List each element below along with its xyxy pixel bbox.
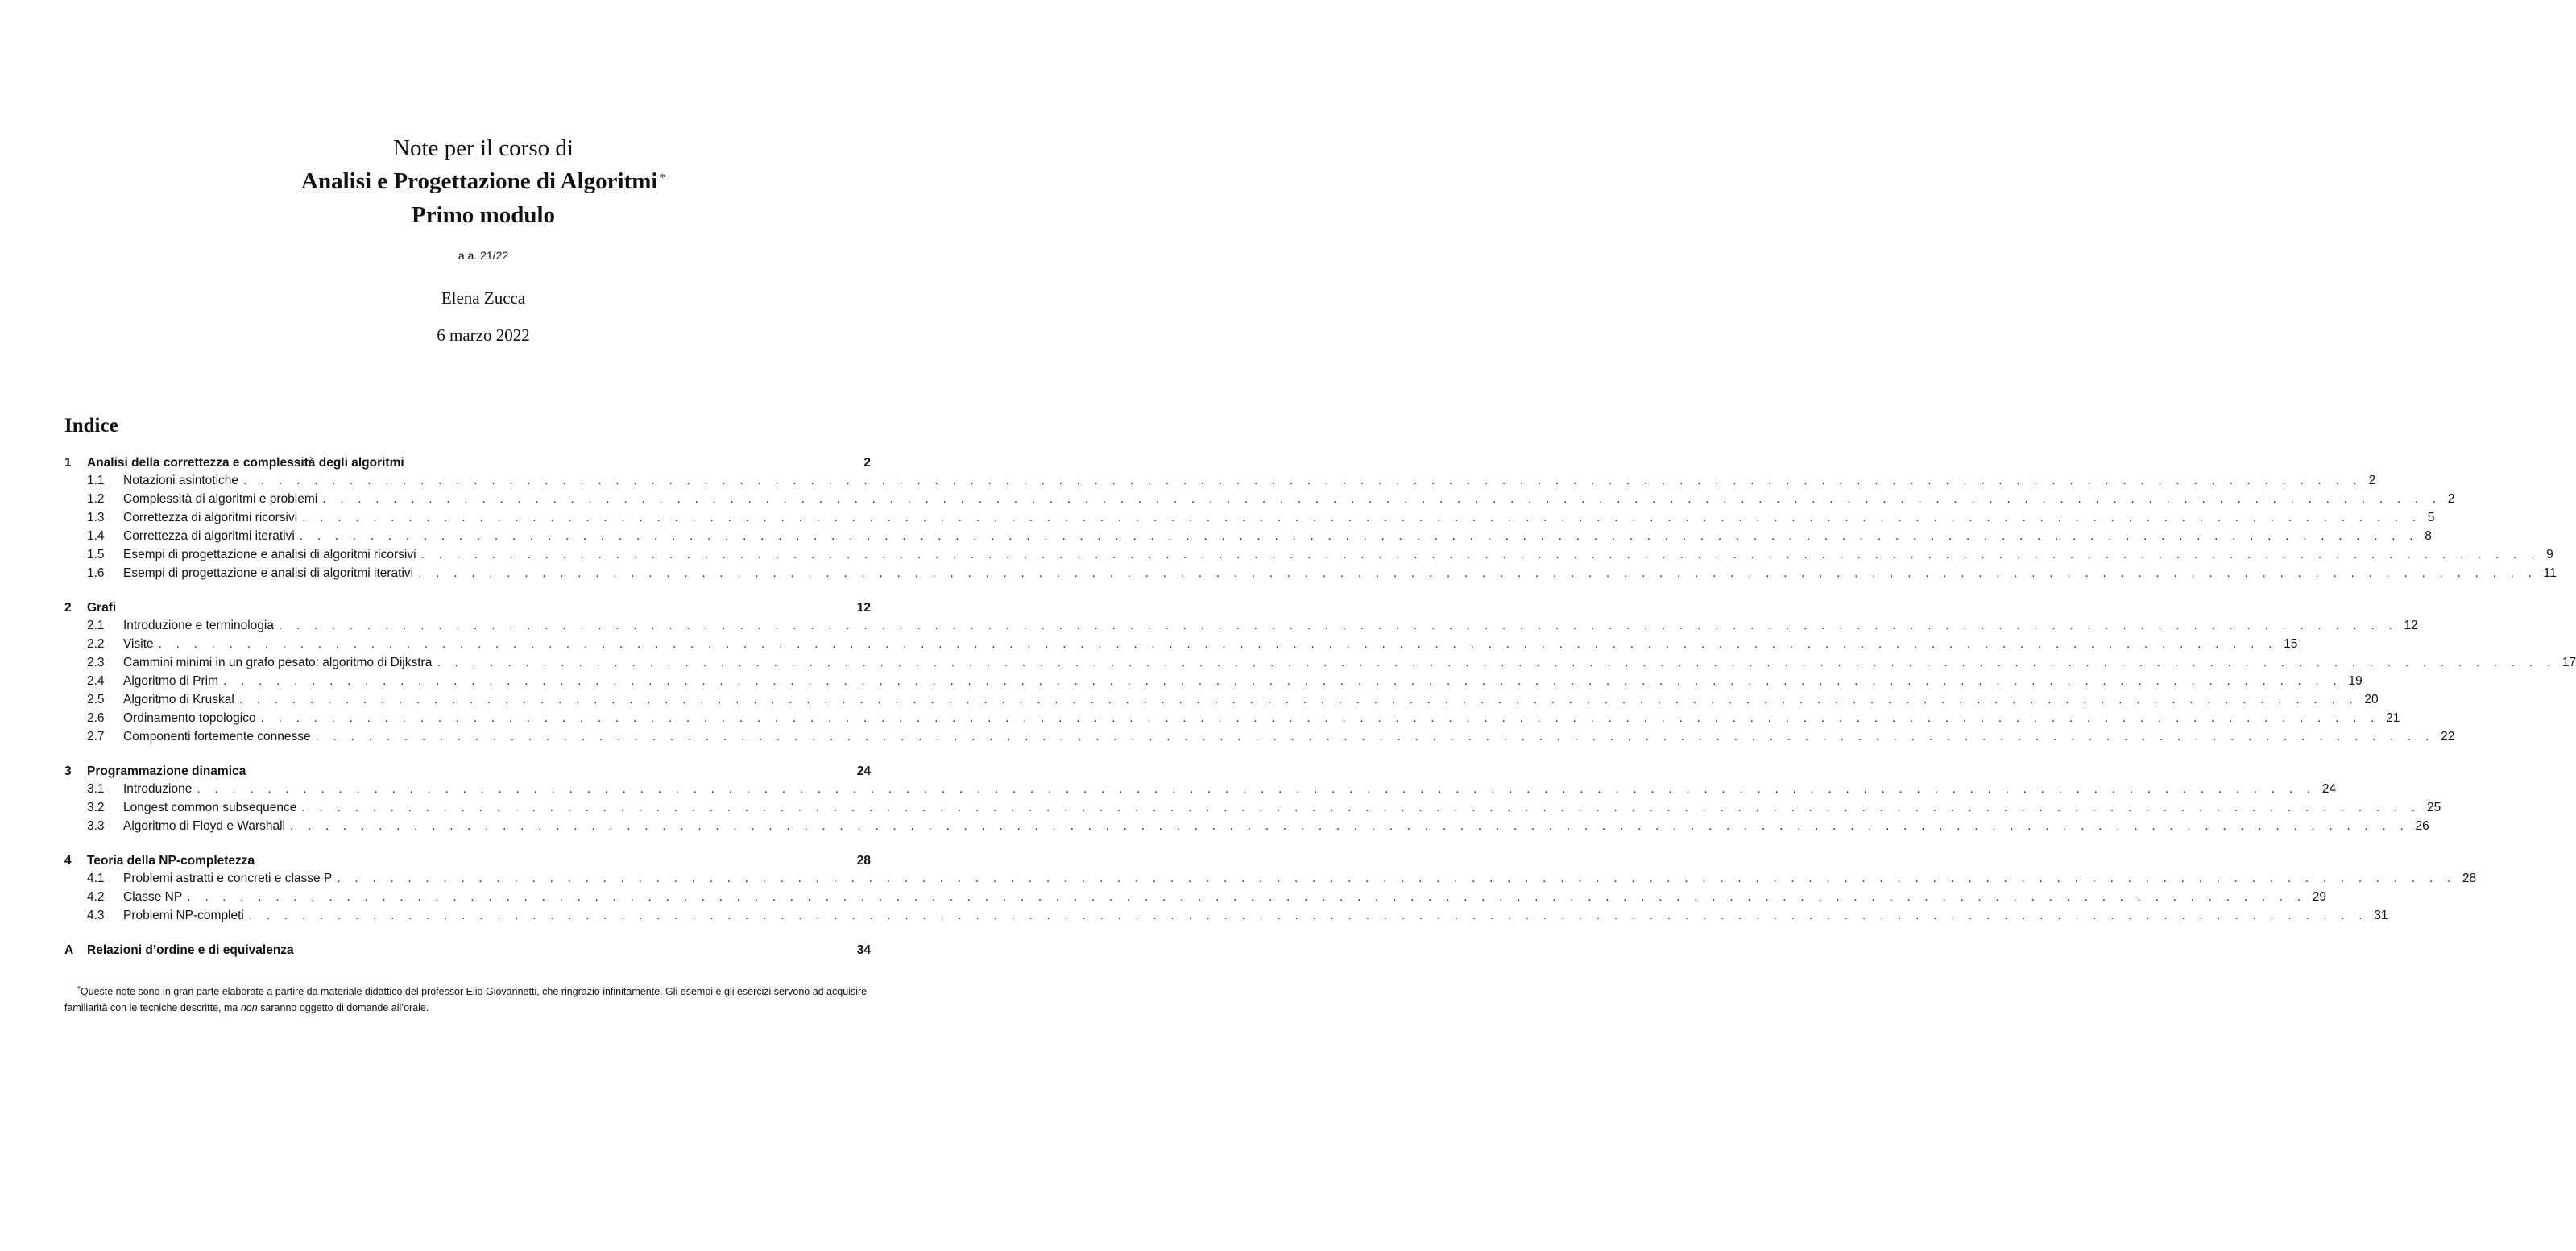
toc-section-number: 4.2 xyxy=(87,890,105,904)
toc-section-row[interactable] xyxy=(64,529,2432,548)
toc-chapter-number: 3 xyxy=(64,764,72,778)
toc-section-page: 2 xyxy=(2368,474,2376,487)
toc-section-row[interactable] xyxy=(64,511,2435,529)
toc-chapter-page: 2 xyxy=(863,456,871,470)
toc-dot-leader: . . . . . . . . . . . . . . . . . . . . . . . . . . . . . . . . . . . . . . . . . . . . . . . . . . . . . . . . . . . . . . . . . . . . . . . . . . . . . . . . . . . . . . . . . . . . . . . . . . . . . . . . . . . . . . . . . . . . . . . . xyxy=(260,711,2380,725)
toc-dot-leader: . . . . . . . . . . . . . . . . . . . . . . . . . . . . . . . . . . . . . . . . . . . . . . . . . . . . . . . . . . . . . . . . . . . . . . . . . . . . . . . . . . . . . . . . . . . . . . . . . . . . . . . . . . . . . . . . . . . . . . . . xyxy=(322,492,2441,506)
toc-chapter xyxy=(64,854,2477,927)
toc-section-page: 17 xyxy=(2562,656,2576,669)
footnote xyxy=(64,984,871,1016)
toc-chapter-page: 28 xyxy=(856,854,871,868)
toc-chapter xyxy=(64,764,2441,838)
table-of-contents xyxy=(64,456,2576,977)
toc-section-row[interactable] xyxy=(64,693,2379,711)
toc-chapter xyxy=(64,601,2576,748)
toc-section-row[interactable] xyxy=(64,637,2298,656)
toc-section-page: 21 xyxy=(2386,711,2400,725)
toc-dot-leader: . . . . . . . . . . . . . . . . . . . . . . . . . . . . . . . . . . . . . . . . . . . . . . . . . . . . . . . . . . . . . . . . . . . . . . . . . . . . . . . . . . . . . . . . . . . . . . . . . . . . . . . . . . . . . . . . . . . . . . . . xyxy=(418,566,2537,580)
title-line-3: Primo modulo xyxy=(411,202,556,228)
toc-section-page: 20 xyxy=(2364,693,2379,706)
toc-section-page: 25 xyxy=(2426,801,2441,814)
toc-chapter-row[interactable] xyxy=(64,764,871,782)
toc-section-number: 2.5 xyxy=(87,693,105,706)
toc-section-row[interactable] xyxy=(64,566,2557,585)
toc-dot-leader: . . . . . . . . . . . . . . . . . . . . . . . . . . . . . . . . . . . . . . . . . . . . . . . . . . . . . . . . . . . . . . . . . . . . . . . . . . . . . . . . . . . . . . . . . . . . . . . . . . . . . . . . . . . . . . . . . . . . . . . . xyxy=(315,730,2435,744)
toc-section-title: Correttezza di algoritmi iterativi xyxy=(123,529,295,543)
toc-section-number: 2.6 xyxy=(87,711,105,725)
toc-section-number: 3.2 xyxy=(87,801,105,814)
toc-section-title: Classe NP xyxy=(123,890,183,904)
title-block xyxy=(0,132,967,232)
toc-section-row[interactable] xyxy=(64,619,2418,637)
toc-section-number: 2.4 xyxy=(87,674,105,688)
toc-section-row[interactable] xyxy=(64,656,2576,674)
toc-dot-leader: . . . . . . . . . . . . . . . . . . . . . . . . . . . . . . . . . . . . . . . . . . . . . . . . . . . . . . . . . . . . . . . . . . . . . . . . . . . . . . . . . . . . . . . . . . . . . . . . . . . . . . . . . . . . . . . . . . . . . . . . xyxy=(437,656,2556,669)
toc-section-title: Complessità di algoritmi e problemi xyxy=(123,492,318,506)
toc-dot-leader: . . . . . . . . . . . . . . . . . . . . . . . . . . . . . . . . . . . . . . . . . . . . . . . . . . . . . . . . . . . . . . . . . . . . . . . . . . . . . . . . . . . . . . . . . . . . . . . . . . . . . . . . . . . . . . . . . . . . . . . . xyxy=(278,619,2398,632)
toc-section-page: 12 xyxy=(2404,619,2418,632)
toc-section-title: Esempi di progettazione e analisi di algoritmi iterativi xyxy=(123,566,414,580)
toc-section-title: Problemi astratti e concreti e classe P xyxy=(123,872,333,885)
toc-section-page: 5 xyxy=(2427,511,2435,524)
toc-section-row[interactable] xyxy=(64,872,2477,890)
toc-dot-leader: . . . . . . . . . . . . . . . . . . . . . . . . . . . . . . . . . . . . . . . . . . . . . . . . . . . . . . . . . . . . . . . . . . . . . . . . . . . . . . . . . . . . . . . . . . . . . . . . . . . . . . . . . . . . . . . . . . . . . . . . xyxy=(302,511,2421,524)
toc-chapter-title: Relazioni d’ordine e di equivalenza xyxy=(87,943,294,957)
course-name: Analisi e Progettazione di Algoritmi xyxy=(301,168,658,194)
toc-chapter-row[interactable] xyxy=(64,943,871,961)
toc-dot-leader: . . . . . . . . . . . . . . . . . . . . . . . . . . . . . . . . . . . . . . . . . . . . . . . . . . . . . . . . . . . . . . . . . . . . . . . . . . . . . . . . . . . . . . . . . . . . . . . . . . . . . . . . . . . . . . . . . . . . . . . . xyxy=(301,801,2421,814)
title-footnote-mark: * xyxy=(659,172,665,184)
toc-section-row[interactable] xyxy=(64,801,2441,819)
title-line-1: Note per il corso di xyxy=(393,135,574,161)
toc-chapter-number: A xyxy=(64,943,74,957)
toc-section-number: 1.6 xyxy=(87,566,105,580)
toc-chapter-title: Analisi della correttezza e complessità degli algoritmi xyxy=(87,456,404,470)
toc-chapter-page: 12 xyxy=(856,601,871,615)
toc-section-number: 2.7 xyxy=(87,730,105,744)
toc-chapter-page: 34 xyxy=(856,943,871,957)
footnote-mark: * xyxy=(77,985,81,994)
toc-section-page: 29 xyxy=(2312,890,2326,904)
toc-section-number: 1.2 xyxy=(87,492,105,506)
toc-section-row[interactable] xyxy=(64,782,2337,801)
toc-section-row[interactable] xyxy=(64,730,2455,748)
footnote-text-before: Queste note sono in gran parte elaborate a partire da materiale didattico del professor Elio Giovannetti, che ringrazio infinitamente. Gli esempi e gli esercizi servono ad acquisire familiarità con le tecniche descritte, ma xyxy=(64,986,868,1013)
toc-section-row[interactable] xyxy=(64,711,2400,730)
toc-section-page: 22 xyxy=(2441,730,2455,744)
toc-section-number: 4.1 xyxy=(87,872,105,885)
toc-section-title: Problemi NP-completi xyxy=(123,909,244,922)
toc-section-page: 19 xyxy=(2348,674,2363,688)
toc-section-title: Algoritmo di Prim xyxy=(123,674,218,688)
toc-section-title: Algoritmo di Kruskal xyxy=(123,693,234,706)
toc-section-title: Correttezza di algoritmi ricorsivi xyxy=(123,511,298,524)
toc-chapter-page: 24 xyxy=(856,764,871,778)
toc-section-page: 31 xyxy=(2374,909,2388,922)
author: Elena Zucca xyxy=(441,288,526,308)
toc-section-row[interactable] xyxy=(64,819,2429,838)
toc-section-title: Introduzione e terminologia xyxy=(123,619,274,632)
toc-section-number: 4.3 xyxy=(87,909,105,922)
toc-section-title: Ordinamento topologico xyxy=(123,711,256,725)
toc-dot-leader: . . . . . . . . . . . . . . . . . . . . . . . . . . . . . . . . . . . . . . . . . . . . . . . . . . . . . . . . . . . . . . . . . . . . . . . . . . . . . . . . . . . . . . . . . . . . . . . . . . . . . . . . . . . . . . . . . . . . . . . . xyxy=(337,872,2456,885)
toc-chapter-number: 1 xyxy=(64,456,72,470)
toc-dot-leader: . . . . . . . . . . . . . . . . . . . . . . . . . . . . . . . . . . . . . . . . . . . . . . . . . . . . . . . . . . . . . . . . . . . . . . . . . . . . . . . . . . . . . . . . . . . . . . . . . . . . . . . . . . . . . . . . . . . . . . . . xyxy=(420,548,2541,561)
footnote-text-after: saranno oggetto di domande all’orale. xyxy=(257,1002,429,1013)
toc-section-number: 1.5 xyxy=(87,548,105,561)
toc-section-title: Cammini minimi in un grafo pesato: algoritmo di Dijkstra xyxy=(123,656,433,669)
toc-section-number: 2.1 xyxy=(87,619,105,632)
toc-section-title: Esempi di progettazione e analisi di algoritmi ricorsivi xyxy=(123,548,416,561)
toc-section-title: Longest common subsequence xyxy=(123,801,297,814)
toc-dot-leader: . . . . . . . . . . . . . . . . . . . . . . . . . . . . . . . . . . . . . . . . . . . . . . . . . . . . . . . . . . . . . . . . . . . . . . . . . . . . . . . . . . . . . . . . . . . . . . . . . . . . . . . . . . . . . . . . . . . . . . . . xyxy=(223,674,2342,688)
toc-section-row[interactable] xyxy=(64,909,2388,927)
toc-section-page: 15 xyxy=(2284,637,2298,651)
toc-section-title: Notazioni asintotiche xyxy=(123,474,239,487)
toc-section-number: 3.1 xyxy=(87,782,105,796)
toc-chapter-number: 4 xyxy=(64,854,72,868)
footnote-body xyxy=(64,984,871,1016)
toc-section-title: Introduzione xyxy=(123,782,193,796)
toc-dot-leader: . . . . . . . . . . . . . . . . . . . . . . . . . . . . . . . . . . . . . . . . . . . . . . . . . . . . . . . . . . . . . . . . . . . . . . . . . . . . . . . . . . . . . . . . . . . . . . . . . . . . . . . . . . . . . . . . . . . . . . . . xyxy=(187,890,2306,904)
toc-section-title: Algoritmo di Floyd e Warshall xyxy=(123,819,285,833)
toc-section-row[interactable] xyxy=(64,474,2376,492)
toc-chapter-row[interactable] xyxy=(64,854,871,872)
toc-section-row[interactable] xyxy=(64,890,2326,909)
toc-section-number: 1.4 xyxy=(87,529,105,543)
toc-chapter-number: 2 xyxy=(64,601,72,615)
toc-section-number: 1.1 xyxy=(87,474,105,487)
toc-section-number: 2.3 xyxy=(87,656,105,669)
toc-chapter-title: Programmazione dinamica xyxy=(87,764,246,778)
toc-section-page: 11 xyxy=(2543,566,2557,580)
toc-dot-leader: . . . . . . . . . . . . . . . . . . . . . . . . . . . . . . . . . . . . . . . . . . . . . . . . . . . . . . . . . . . . . . . . . . . . . . . . . . . . . . . . . . . . . . . . . . . . . . . . . . . . . . . . . . . . . . . . . . . . . . . . xyxy=(243,474,2363,487)
toc-section-page: 24 xyxy=(2321,782,2337,796)
toc-dot-leader: . . . . . . . . . . . . . . . . . . . . . . . . . . . . . . . . . . . . . . . . . . . . . . . . . . . . . . . . . . . . . . . . . . . . . . . . . . . . . . . . . . . . . . . . . . . . . . . . . . . . . . . . . . . . . . . . . . . . . . . . xyxy=(299,529,2419,543)
toc-chapter-title: Grafi xyxy=(87,601,117,615)
toc-chapter-title: Teoria della NP-completezza xyxy=(87,854,255,868)
toc-section-title: Componenti fortemente connesse xyxy=(123,730,311,744)
toc-heading: Indice xyxy=(64,415,118,437)
toc-section-number: 1.3 xyxy=(87,511,105,524)
toc-section-page: 28 xyxy=(2462,872,2477,885)
toc-dot-leader: . . . . . . . . . . . . . . . . . . . . . . . . . . . . . . . . . . . . . . . . . . . . . . . . . . . . . . . . . . . . . . . . . . . . . . . . . . . . . . . . . . . . . . . . . . . . . . . . . . . . . . . . . . . . . . . . . . . . . . . . xyxy=(290,819,2409,833)
title-line-2 xyxy=(0,164,967,198)
date: 6 marzo 2022 xyxy=(437,325,530,345)
toc-chapter xyxy=(64,943,871,961)
toc-chapter-row[interactable] xyxy=(64,456,871,474)
toc-section-page: 9 xyxy=(2546,548,2553,561)
toc-section-number: 2.2 xyxy=(87,637,105,651)
academic-year: a.a. 21/22 xyxy=(458,249,509,262)
toc-section-row[interactable] xyxy=(64,492,2455,511)
toc-section-page: 8 xyxy=(2425,529,2432,543)
toc-section-page: 2 xyxy=(2447,492,2455,506)
toc-chapter xyxy=(64,456,2557,585)
toc-section-page: 26 xyxy=(2415,819,2429,833)
toc-dot-leader: . . . . . . . . . . . . . . . . . . . . . . . . . . . . . . . . . . . . . . . . . . . . . . . . . . . . . . . . . . . . . . . . . . . . . . . . . . . . . . . . . . . . . . . . . . . . . . . . . . . . . . . . . . . . . . . . . . . . . . . . xyxy=(158,637,2278,651)
toc-dot-leader: . . . . . . . . . . . . . . . . . . . . . . . . . . . . . . . . . . . . . . . . . . . . . . . . . . . . . . . . . . . . . . . . . . . . . . . . . . . . . . . . . . . . . . . . . . . . . . . . . . . . . . . . . . . . . . . . . . . . . . . . xyxy=(197,782,2316,796)
toc-dot-leader: . . . . . . . . . . . . . . . . . . . . . . . . . . . . . . . . . . . . . . . . . . . . . . . . . . . . . . . . . . . . . . . . . . . . . . . . . . . . . . . . . . . . . . . . . . . . . . . . . . . . . . . . . . . . . . . . . . . . . . . . xyxy=(238,693,2359,706)
toc-section-title: Visite xyxy=(123,637,154,651)
footnote-emphasis: non xyxy=(240,1002,258,1013)
toc-chapter-row[interactable] xyxy=(64,601,871,619)
toc-section-number: 3.3 xyxy=(87,819,105,833)
toc-dot-leader: . . . . . . . . . . . . . . . . . . . . . . . . . . . . . . . . . . . . . . . . . . . . . . . . . . . . . . . . . . . . . . . . . . . . . . . . . . . . . . . . . . . . . . . . . . . . . . . . . . . . . . . . . . . . . . . . . . . . . . . . xyxy=(248,909,2368,922)
toc-section-row[interactable] xyxy=(64,548,2553,566)
toc-section-row[interactable] xyxy=(64,674,2363,693)
